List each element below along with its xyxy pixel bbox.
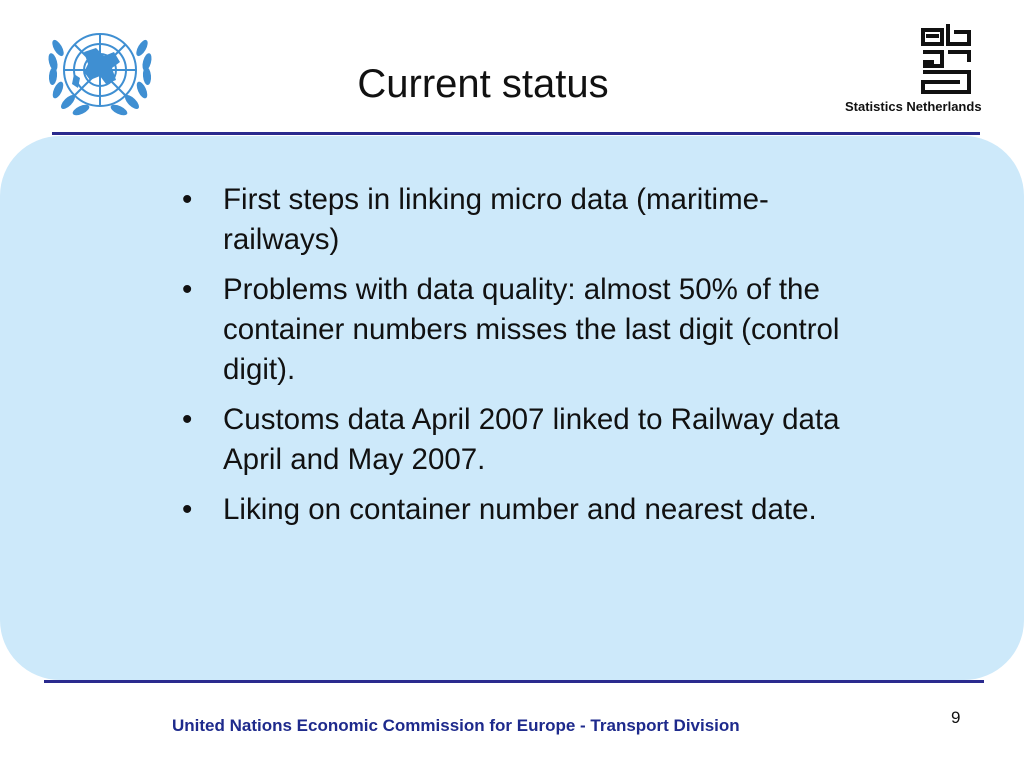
bottom-divider <box>44 680 984 683</box>
bullet-item <box>182 180 882 260</box>
bullet-dot-icon: • <box>182 183 193 216</box>
bullet-text: Liking on container number and nearest date. <box>223 493 817 526</box>
bullet-item <box>182 400 882 480</box>
bullet-text: Customs data April 2007 linked to Railway data April and May 2007. <box>223 403 840 476</box>
page-number: 9 <box>951 708 961 727</box>
bullet-item <box>182 270 882 390</box>
bullet-dot-icon: • <box>182 403 193 436</box>
bullet-list <box>182 180 882 540</box>
org-name: Statistics Netherlands <box>845 99 982 114</box>
bullet-item <box>182 490 882 530</box>
bullet-text: First steps in linking micro data (maritime-railways) <box>223 183 769 256</box>
top-divider <box>52 132 980 135</box>
slide-title <box>0 60 1024 108</box>
footer-text: United Nations Economic Commission for Europe - Transport Division <box>172 716 740 735</box>
bullet-text: Problems with data quality: almost 50% of the container numbers misses the last digit (control digit). <box>223 273 840 386</box>
bullet-dot-icon: • <box>182 493 193 526</box>
bullet-dot-icon: • <box>182 273 193 306</box>
slide-title-text: Current status <box>357 62 609 106</box>
